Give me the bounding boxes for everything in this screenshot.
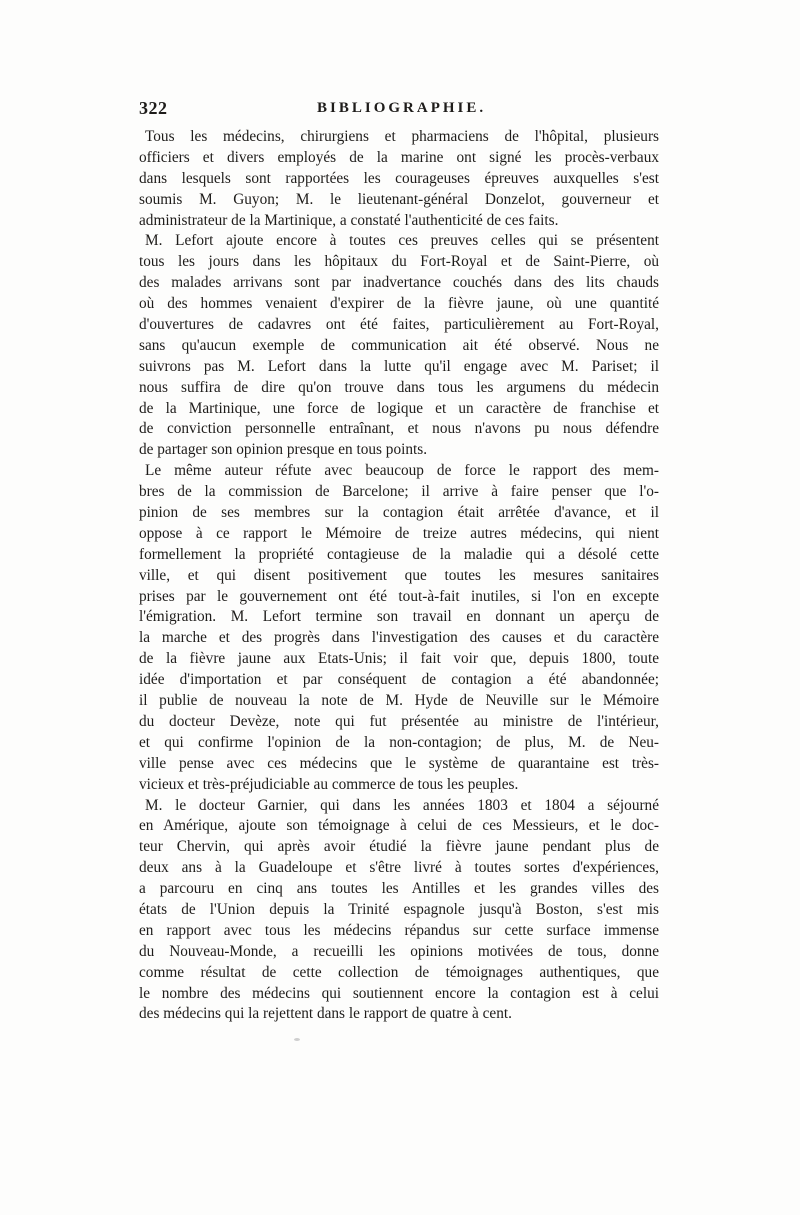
paper-speck [294, 1038, 300, 1041]
text-line: la marche et des progrès dans l'investigation des causes et du caractère [139, 629, 659, 647]
text-line: bres de la commission de Barcelone; il arrive à faire penser que l'o- [139, 483, 659, 501]
text-line: officiers et divers employés de la marine ont signé les procès-verbaux [139, 148, 659, 166]
body-text [139, 127, 659, 1025]
text-line: des malades arrivans sont par inadvertance couchés dans des lits chauds [139, 274, 659, 292]
text-line: de la fièvre jaune aux Etats-Unis; il fait voir que, depuis 1800, toute [139, 650, 659, 668]
text-line: du Nouveau-Monde, a recueilli les opinions motivées de tous, donne [139, 942, 659, 960]
text-line: nous suffira de dire qu'on trouve dans tous les argumens du médecin [139, 378, 659, 396]
text-line: le nombre des médecins qui soutiennent encore la contagion est à celui [139, 984, 659, 1002]
text-line: ville, et qui disent positivement que toutes les mesures sanitaires [139, 566, 659, 584]
page-header [139, 98, 681, 122]
text-line: formellement la propriété contagieuse de la maladie qui a désolé cette [139, 545, 659, 563]
text-line: Le même auteur réfute avec beaucoup de force le rapport des mem- [145, 462, 659, 480]
text-line: en Amérique, ajoute son témoignage à celui de ces Messieurs, et le doc- [139, 817, 659, 835]
text-line: états de l'Union depuis la Trinité espagnole jusqu'à Boston, s'est mis [139, 900, 659, 918]
text-line: M. le docteur Garnier, qui dans les années 1803 et 1804 a séjourné [145, 796, 659, 814]
text-line: suivrons pas M. Lefort dans la lutte qu'il engage avec M. Pariset; il [139, 357, 659, 375]
text-line: oppose à ce rapport le Mémoire de treize autres médecins, qui nient [139, 524, 659, 542]
text-line: d'ouvertures de cadavres ont été faites, particulièrement au Fort-Royal, [139, 316, 659, 334]
text-line: vicieux et très-préjudiciable au commerce de tous les peuples. [139, 775, 519, 793]
text-line: deux ans à la Guadeloupe et s'être livré à toutes sortes d'expériences, [139, 859, 659, 877]
text-line: comme résultat de cette collection de témoignages authentiques, que [139, 963, 659, 981]
text-line: idée d'importation et par conséquent de contagion a été abandonnée; [139, 671, 659, 689]
text-line: a parcouru en cinq ans toutes les Antilles et les grandes villes des [139, 880, 659, 898]
text-line: M. Lefort ajoute encore à toutes ces preuves celles qui se présentent [145, 232, 659, 250]
text-line: l'émigration. M. Lefort termine son travail en donnant un aperçu de [139, 608, 659, 626]
text-line: pinion de ses membres sur la contagion était arrêtée d'avance, et il [139, 504, 659, 522]
text-line: Tous les médecins, chirurgiens et pharmaciens de l'hôpital, plusieurs [145, 128, 659, 145]
text-line: soumis M. Guyon; M. le lieutenant-général Donzelot, gouverneur et [139, 190, 659, 208]
text-line: teur Chervin, qui après avoir étudié la fièvre jaune pendant plus de [139, 838, 659, 856]
page-number: 322 [139, 98, 168, 118]
text-line: en rapport avec tous les médecins répandus sur cette surface immense [139, 921, 659, 939]
text-line: de la Martinique, une force de logique et un caractère de franchise et [139, 399, 659, 417]
text-line: de conviction personnelle entraînant, et nous n'avons pu nous défendre [139, 420, 659, 438]
text-line: tous les jours dans les hôpitaux du Fort-Royal et de Saint-Pierre, où [139, 253, 659, 271]
running-title: BIBLIOGRAPHIE. [317, 100, 487, 116]
text-line: il publie de nouveau la note de M. Hyde de Neuville sur le Mémoire [139, 692, 659, 710]
text-line: dans lesquels sont rapportées les courageuses épreuves auxquelles s'est [139, 169, 659, 187]
text-line: des médecins qui la rejettent dans le rapport de quatre à cent. [139, 1005, 512, 1023]
text-line: administrateur de la Martinique, a constaté l'authenticité de ces faits. [139, 211, 559, 229]
text-line: ville pense avec ces médecins que le système de quarantaine est très- [139, 754, 659, 772]
text-line: où des hommes venaient d'expirer de la fièvre jaune, où une quantité [139, 295, 659, 313]
text-line: prises par le gouvernement ont été tout-à-fait inutiles, si l'on en excepte [139, 587, 659, 605]
text-line: sans qu'aucun exemple de communication ait été observé. Nous ne [139, 336, 659, 354]
text-line: du docteur Devèze, note qui fut présentée au ministre de l'intérieur, [139, 712, 659, 730]
text-line: de partager son opinion presque en tous points. [139, 441, 428, 459]
text-line: et qui confirme l'opinion de la non-contagion; de plus, M. de Neu- [139, 733, 659, 751]
